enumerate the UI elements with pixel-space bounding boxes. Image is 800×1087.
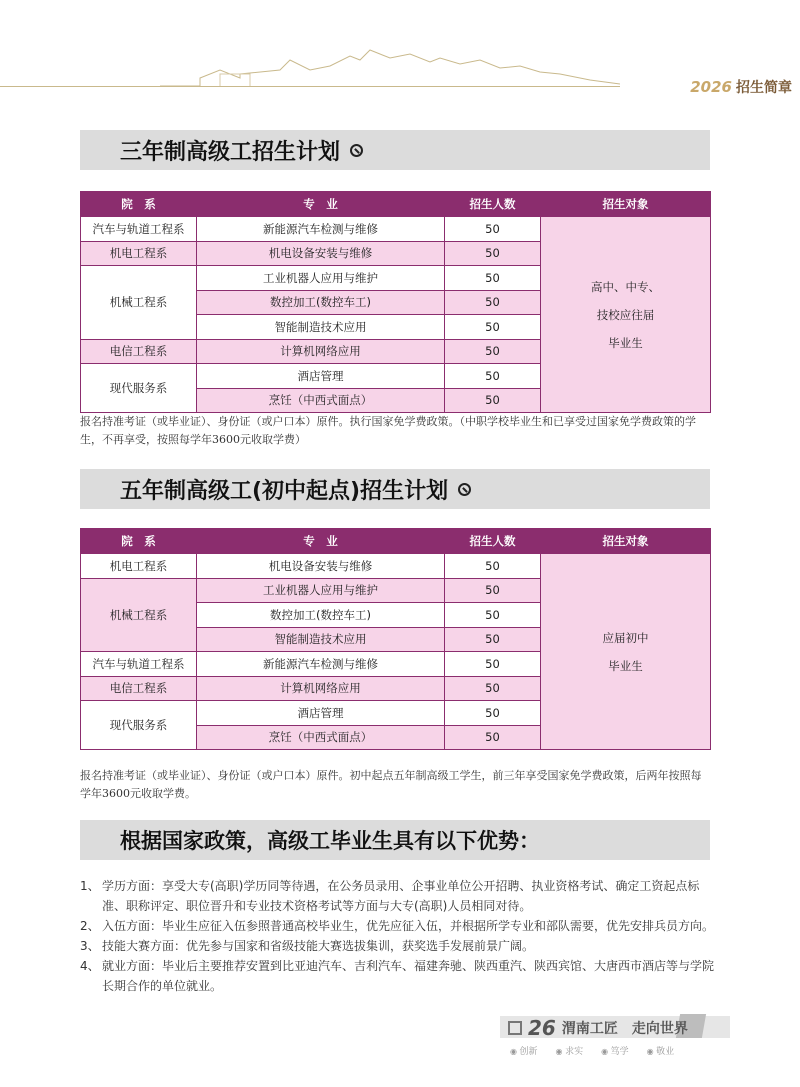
header-count: 招生人数 (445, 192, 541, 217)
item-number: 3、 (80, 939, 100, 953)
item-number: 4、 (80, 959, 100, 973)
dept-cell: 机械工程系 (81, 578, 197, 652)
dept-cell: 现代服务系 (81, 701, 197, 750)
footer (500, 1016, 800, 1066)
count-cell: 50 (445, 578, 541, 603)
header-target: 招生对象 (541, 529, 711, 554)
motto-word: ◉ 求实 (556, 1044, 584, 1057)
section2-title: 五年制高级工(初中起点)招生计划 (120, 478, 449, 504)
count-cell: 50 (445, 241, 541, 266)
item-number: 1、 (80, 879, 100, 893)
item-text: 入伍方面：毕业生应征入伍参照普通高校毕业生，优先应征入伍，并根据所学专业和部队需要，优先安排兵员方向。 (102, 919, 715, 933)
section1-title-bar (80, 130, 710, 170)
brand (612, 74, 800, 100)
dept-cell: 现代服务系 (81, 364, 197, 413)
list-item (80, 936, 720, 956)
item-text: 就业方面：毕业后主要推荐安置到比亚迪汽车、吉利汽车、福建奔驰、陕西重汽、陕西宾馆、大唐西市酒店等与学院长期合作的单位就业。 (102, 959, 715, 993)
count-cell: 50 (445, 364, 541, 389)
dept-cell: 机械工程系 (81, 266, 197, 340)
major-cell: 数控加工(数控车工) (197, 290, 445, 315)
header-major: 专 业 (197, 192, 445, 217)
major-cell: 工业机器人应用与维护 (197, 266, 445, 291)
major-cell: 工业机器人应用与维护 (197, 578, 445, 603)
major-cell: 计算机网络应用 (197, 339, 445, 364)
advantages-list (80, 876, 720, 996)
section2-title-bar (80, 469, 710, 509)
count-cell: 50 (445, 315, 541, 340)
section1-table (80, 191, 711, 413)
brand-title: 招生简章 (736, 80, 792, 96)
target-line: 毕业生 (608, 335, 643, 350)
count-cell: 50 (445, 266, 541, 291)
list-item (80, 956, 720, 996)
table-header-row (81, 192, 711, 217)
count-cell: 50 (445, 603, 541, 628)
count-cell: 50 (445, 701, 541, 726)
header-count: 招生人数 (445, 529, 541, 554)
major-cell: 智能制造技术应用 (197, 315, 445, 340)
footer-motto (510, 1044, 674, 1057)
section1-note: 报名持准考证（或毕业证）、身份证（或户口本）原件。执行国家免学费政策。（中职学校毕业生和已享受过国家免学费政策的学生，不再享受，按照每学年3600元收取学费） (80, 415, 696, 446)
header-major: 专 业 (197, 529, 445, 554)
section3-title-bar (80, 820, 710, 860)
header-target: 招生对象 (541, 192, 711, 217)
motto-word: ◉ 笃学 (601, 1044, 629, 1057)
count-cell: 50 (445, 627, 541, 652)
motto-word: ◉ 创新 (510, 1044, 538, 1057)
target-cell (541, 554, 711, 750)
target-line: 毕业生 (608, 658, 643, 673)
target-line: 高中、中专、 (591, 279, 660, 294)
section3-title: 根据国家政策，高级工毕业生具有以下优势： (120, 829, 540, 853)
count-cell: 50 (445, 339, 541, 364)
major-cell: 数控加工(数控车工) (197, 603, 445, 628)
major-cell: 机电设备安装与维修 (197, 241, 445, 266)
page-mark-icon (508, 1021, 522, 1035)
major-cell: 计算机网络应用 (197, 676, 445, 701)
no-sign-icon (458, 483, 471, 496)
major-cell: 新能源汽车检测与维修 (197, 217, 445, 242)
dept-cell: 机电工程系 (81, 554, 197, 579)
major-cell: 酒店管理 (197, 701, 445, 726)
header-dept: 院 系 (81, 192, 197, 217)
major-cell: 酒店管理 (197, 364, 445, 389)
brand-year: 2026 (690, 78, 732, 96)
major-cell: 新能源汽车检测与维修 (197, 652, 445, 677)
target-line: 技校应往届 (596, 307, 655, 322)
target-cell (541, 217, 711, 413)
footer-main (508, 1016, 688, 1040)
dept-cell: 电信工程系 (81, 676, 197, 701)
table-row (81, 217, 711, 242)
count-cell: 50 (445, 554, 541, 579)
header-dept: 院 系 (81, 529, 197, 554)
item-text: 学历方面：享受大专(高职)学历同等待遇，在公务员录用、企事业单位公开招聘、执业资格考试、确定工资起点标准、职称评定、职位晋升和专业技术资格考试等方面与大专(高职)人员相同对待。 (102, 879, 700, 913)
count-cell: 50 (445, 290, 541, 315)
target-line: 应届初中 (602, 630, 649, 645)
count-cell: 50 (445, 388, 541, 413)
dept-cell: 汽车与轨道工程系 (81, 217, 197, 242)
major-cell: 烹饪（中西式面点） (197, 388, 445, 413)
item-text: 技能大赛方面：优先参与国家和省级技能大赛选拔集训，获奖选手发展前景广阔。 (102, 939, 535, 953)
no-sign-icon (350, 144, 363, 157)
dept-cell: 机电工程系 (81, 241, 197, 266)
count-cell: 50 (445, 217, 541, 242)
list-item (80, 916, 720, 936)
table-row (81, 554, 711, 579)
page-number: 26 (528, 1016, 556, 1040)
section2-note: 报名持准考证（或毕业证）、身份证（或户口本）原件。初中起点五年制高级工学生，前三年享受国家免学费政策，后两年按照每学年3600元收取学费。 (80, 769, 702, 800)
item-number: 2、 (80, 919, 100, 933)
dept-cell: 电信工程系 (81, 339, 197, 364)
major-cell: 智能制造技术应用 (197, 627, 445, 652)
section2-table (80, 528, 711, 750)
major-cell: 烹饪（中西式面点） (197, 725, 445, 750)
count-cell: 50 (445, 676, 541, 701)
count-cell: 50 (445, 725, 541, 750)
section1-title: 三年制高级工招生计划 (120, 139, 341, 165)
list-item (80, 876, 720, 916)
table-header-row (81, 529, 711, 554)
dept-cell: 汽车与轨道工程系 (81, 652, 197, 677)
major-cell: 机电设备安装与维修 (197, 554, 445, 579)
skyline-illustration (160, 40, 620, 90)
count-cell: 50 (445, 652, 541, 677)
motto-word: ◉ 敬业 (647, 1044, 675, 1057)
footer-slogan: 渭南工匠 走向世界 (561, 1021, 688, 1037)
